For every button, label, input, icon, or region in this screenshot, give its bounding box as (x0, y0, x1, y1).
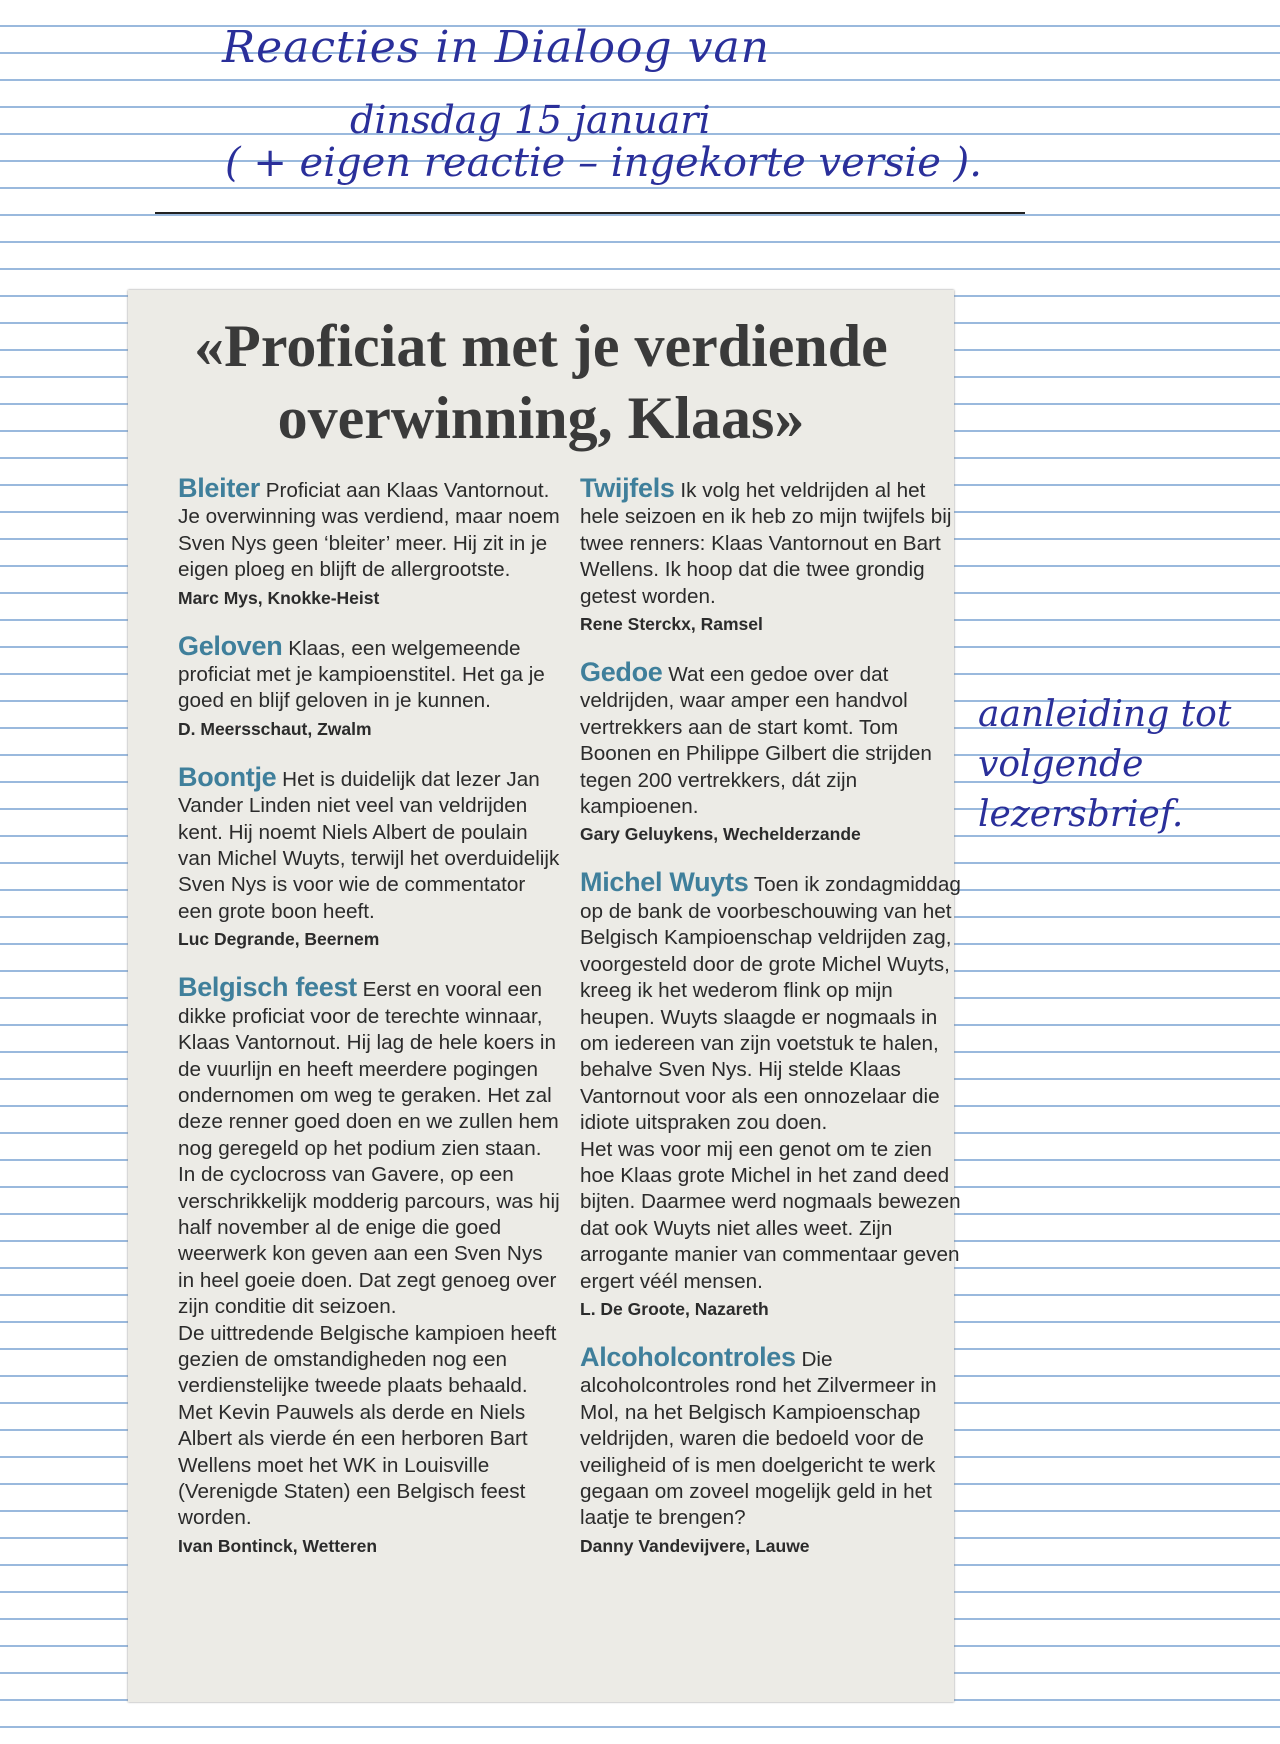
letter-body: Proficiat aan Klaas Vantornout. Je overwinning was verdiend, maar noem Sven Nys geen ‘bleiter’ meer. Hij zit in je eigen ploeg en blijft de allergrootste. (178, 479, 560, 582)
letter (178, 761, 563, 952)
handwritten-side-note: aanleiding tot volgende lezersbrief. (978, 694, 1232, 835)
letter-signature: Marc Mys, Knokke-Heist (178, 587, 380, 608)
letter-keyword: Belgisch feest (178, 972, 357, 1003)
letter-signature: Rene Sterckx, Ramsel (580, 614, 763, 635)
letter-keyword: Michel Wuyts (580, 867, 749, 898)
letter-signature: D. Meersschaut, Zwalm (178, 718, 372, 739)
letter-body: Het is duidelijk dat lezer Jan Vander Linden niet veel van veldrijden kent. Hij noemt Niels Albert de poulain van Michel Wuyts, terwijl het overduidelijk Sven Nys is voor wie de commentator een grote boon heeft. (178, 767, 560, 923)
letter-signature: Gary Geluykens, Wechelderzande (580, 824, 861, 845)
handwritten-title-line-1: Reacties in Dialoog van (222, 22, 771, 73)
letter-body: Wat een gedoe over dat veldrijden, waar amper een handvol vertrekkers aan de start komt. Tom Boonen en Philippe Gilbert die strijden tegen 200 vertrekkers, dát zijn kampioenen. (580, 663, 932, 819)
letter-text (178, 974, 563, 1320)
letter (580, 869, 965, 1322)
letter-text (580, 869, 965, 1136)
letter-signature: Ivan Bontinck, Wetteren (178, 1535, 378, 1556)
article-headline: «Proficiat met je verdiende overwinning, Klaas» (194, 313, 888, 451)
letter-body: Eerst en vooral een dikke proficiat voor de terechte winnaar, Klaas Vantornout. Hij lag de hele koers in de vuurlijn en heeft meerdere pogingen ondernomen om weg te geraken. Het zal deze renner goed doen en we zullen hem nog geregeld op het podium zien staan. In de cyclocross van Gavere, op een verschrikkelijk modderig parcours, was hij half november al de enige die goed weerwerk kon geven aan een Sven Nys in heel goeie doen. Dat zegt genoeg over zijn conditie dit seizoen. (178, 978, 560, 1319)
left-column (178, 475, 563, 1581)
letter-keyword: Boontje (178, 761, 277, 792)
letter-text (178, 630, 563, 715)
letter (178, 630, 563, 742)
letter (580, 1341, 965, 1559)
letter-keyword: Gedoe (580, 657, 663, 688)
letter-signature: Danny Vandevijvere, Lauwe (580, 1535, 810, 1556)
letter-keyword: Alcoholcontroles (580, 1341, 796, 1372)
letter-body: Klaas, een welgemeende proficiat met je kampioenstitel. Het ga je goed en blijf geloven in je kunnen. (178, 636, 545, 713)
letter-text (178, 761, 563, 925)
letter-body: Die alcoholcontroles rond het Zilvermeer in Mol, na het Belgisch Kampioenschap veldrijden, waren die bedoeld voor de veiligheid of is men doelgericht te werk gegaan om zoveel mogelijk geld in het laatje te brengen? (580, 1347, 937, 1530)
letter-keyword: Geloven (178, 630, 283, 661)
letter-body: Ik volg het veldrijden al het hele seizoen en ik heb zo mijn twijfels bij twee renners: Klaas Vantornout en Bart Wellens. Ik hoop dat die twee grondig getest worden. (580, 479, 952, 608)
right-column (580, 475, 965, 1581)
letter (178, 475, 563, 611)
handwritten-underline (155, 212, 1025, 214)
letter-text (178, 475, 563, 584)
letter-keyword: Twijfels (580, 473, 675, 503)
handwritten-title-line-3: ( + eigen reactie – ingekorte versie ). (225, 140, 982, 186)
letter-keyword: Bleiter (178, 473, 260, 503)
letter-text (580, 1341, 965, 1532)
letter-text (580, 659, 965, 820)
letter-body-paragraph-2: De uittredende Belgische kampioen heeft gezien de omstandigheden nog een verdienstelijke tweede plaats behaald. Met Kevin Pauwels als derde en Niels Albert als vierde én een herboren Bart Wellens moet het WK in Louisville (Verenigde Staten) een Belgisch feest worden. (178, 1321, 557, 1530)
letter-signature: Luc Degrande, Beernem (178, 929, 380, 950)
handwritten-title-line-2: dinsdag 15 januari (350, 98, 711, 142)
letter-signature: L. De Groote, Nazareth (580, 1298, 769, 1319)
letter (178, 974, 563, 1559)
letter (580, 659, 965, 847)
letter-text (580, 475, 965, 610)
newspaper-clipping (128, 290, 961, 1702)
letter-body-paragraph-2: Het was voor mij een genot om te zien hoe Klaas grote Michel in het zand deed bijten. Daarmee werd nogmaals bewezen dat ook Wuyts niet alles weet. Zijn arrogante manier van commentaar geven ergert véél mensen. (580, 1137, 961, 1293)
letter-body: Toen ik zondagmiddag op de bank de voorbeschouwing van het Belgisch Kampioenschap veldrijden zag, voorgesteld door de grote Michel Wuyts, kreeg ik het wederom flink op mijn heupen. Wuyts slaagde er nogmaals in om iedereen van zijn voetstuk te halen, behalve Sven Nys. Hij stelde Klaas Vantornout voor als een onnozelaar die idiote uitspraken zou doen. (580, 873, 961, 1135)
letter (580, 475, 965, 637)
